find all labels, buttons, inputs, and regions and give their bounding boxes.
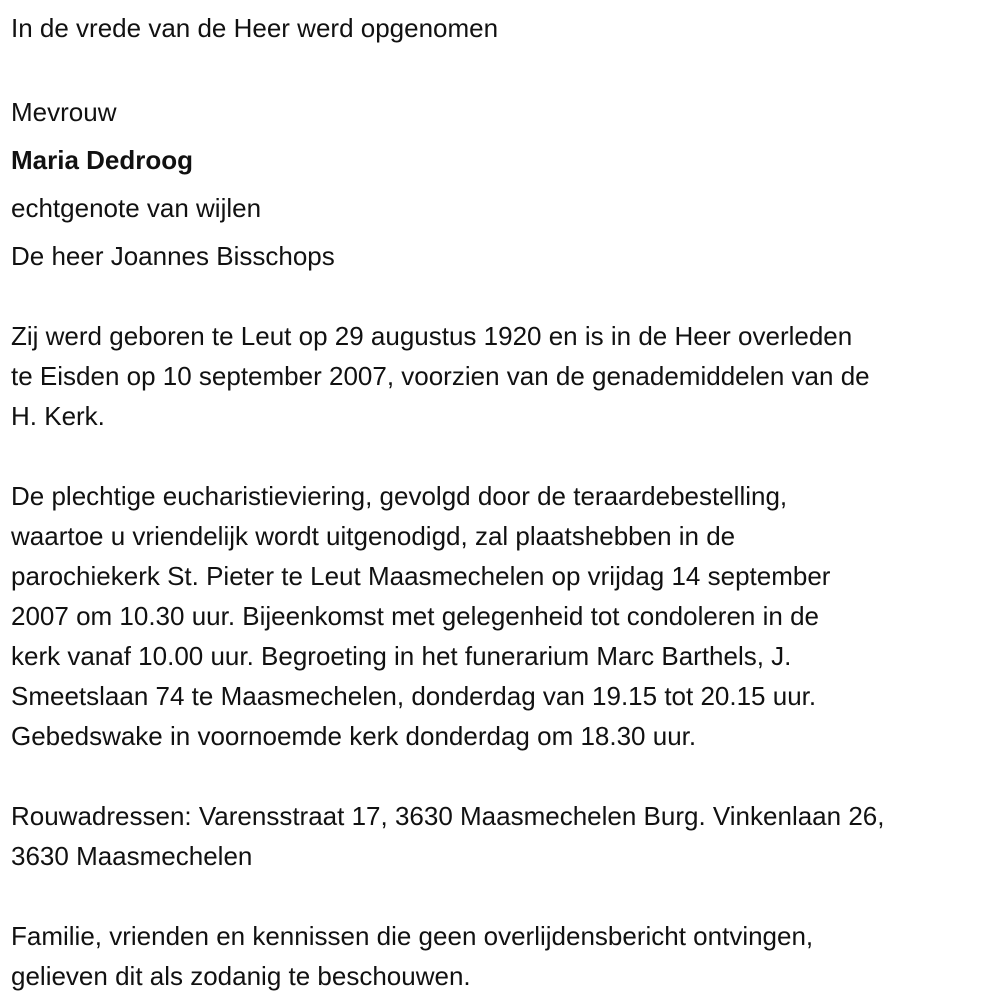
paragraph-line: Zij werd geboren te Leut op 29 augustus 1920 en is in de Heer overleden (11, 321, 853, 351)
closing-paragraph (11, 916, 1000, 996)
intro-text: In de vrede van de Heer werd opgenomen (11, 13, 499, 43)
ceremony-paragraph (11, 476, 1000, 756)
paragraph-line: De plechtige eucharistieviering, gevolgd door de teraardebestelling, (11, 481, 788, 511)
paragraph-line: 3630 Maasmechelen (11, 841, 253, 871)
relation-text: echtgenote van wijlen (11, 193, 262, 223)
paragraph-line: kerk vanaf 10.00 uur. Begroeting in het funerarium Marc Barthels, J. (11, 641, 792, 671)
paragraph-line: Gebedswake in voornoemde kerk donderdag om 18.30 uur. (11, 721, 697, 751)
paragraph-line: H. Kerk. (11, 401, 105, 431)
paragraph-line: waartoe u vriendelijk wordt uitgenodigd, zal plaatshebben in de (11, 521, 736, 551)
paragraph-line: te Eisden op 10 september 2007, voorzien van de genademiddelen van de (11, 361, 870, 391)
paragraph-line: Smeetslaan 74 te Maasmechelen, donderdag van 19.15 tot 20.15 uur. (11, 681, 817, 711)
paragraph-line: Rouwadressen: Varensstraat 17, 3630 Maasmechelen Burg. Vinkenlaan 26, (11, 801, 885, 831)
paragraph-line: Familie, vrienden en kennissen die geen overlijdensbericht ontvingen, (11, 921, 814, 951)
paragraph-line: parochiekerk St. Pieter te Leut Maasmechelen op vrijdag 14 september (11, 561, 831, 591)
paragraph-line: 2007 om 10.30 uur. Bijeenkomst met gelegenheid tot condoleren in de (11, 601, 819, 631)
paragraph-line: gelieven dit als zodanig te beschouwen. (11, 961, 471, 991)
spouse-name: De heer Joannes Bisschops (11, 241, 335, 271)
honorific: Mevrouw (11, 97, 117, 127)
addresses-paragraph (11, 796, 1000, 876)
deceased-name: Maria Dedroog (11, 145, 194, 175)
birth-death-paragraph (11, 316, 1000, 436)
